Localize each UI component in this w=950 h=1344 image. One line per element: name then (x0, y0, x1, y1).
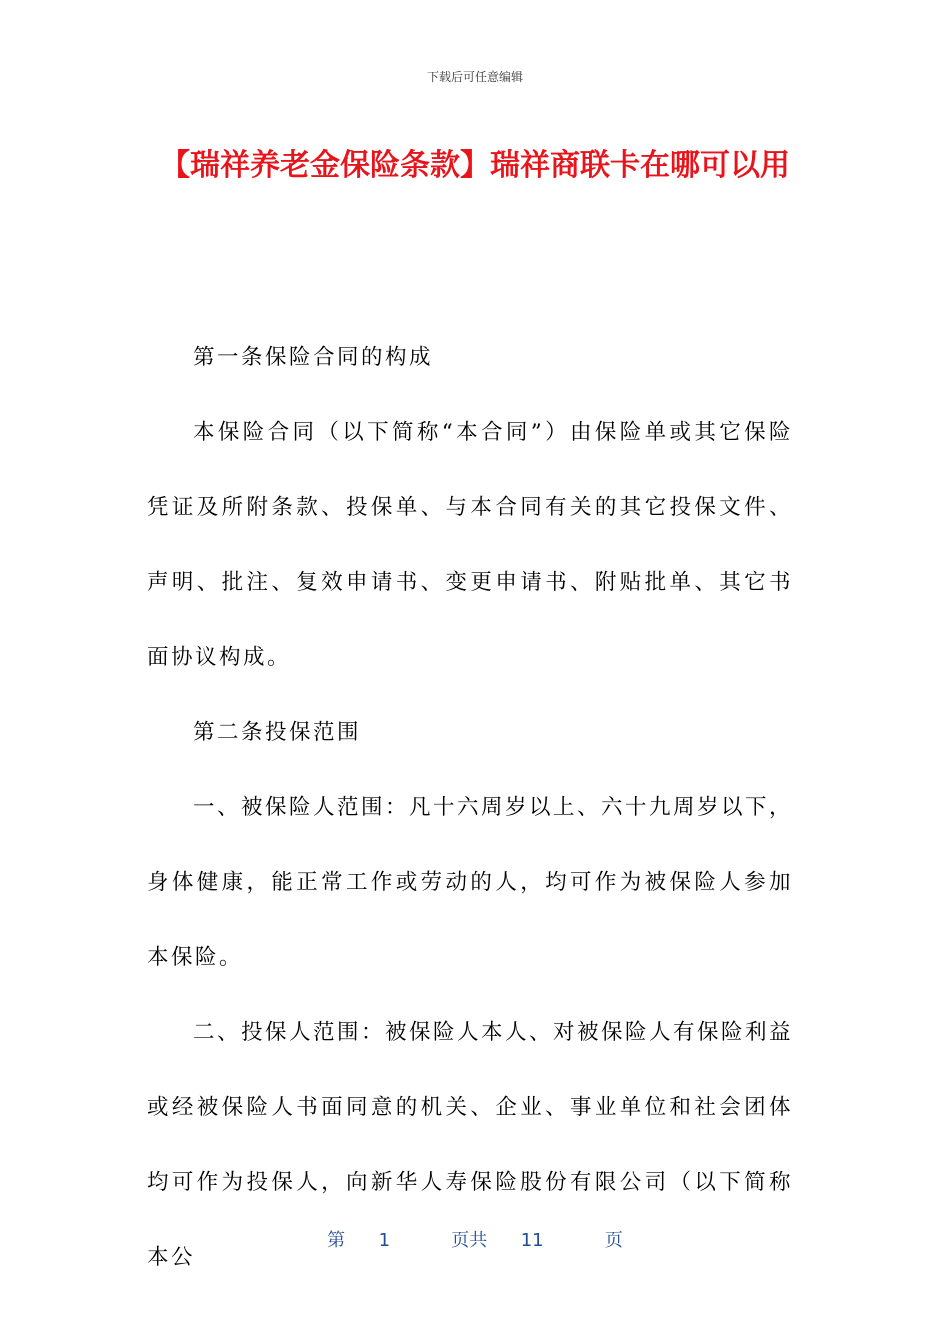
section-heading-1: 第一条保险合同的构成 (193, 345, 434, 370)
document-title: 【瑞祥养老金保险条款】瑞祥商联卡在哪可以用 (160, 148, 790, 183)
paragraph-contract-composition: 本保险合同（以下简称“本合同”）由保险单或其它保险凭证及所附条款、投保单、与本合同有关的其它投保文件、声明、批注、复效申请书、变更申请书、附贴批单、其它书面协议构成。 (147, 420, 793, 670)
paragraph-applicant-scope: 二、投保人范围：被保险人本人、对被保险人有保险利益或经被保险人书面同意的机关、企业、事业单位和社会团体均可作为投保人，向新华人寿保险股份有限公司（以下简称本公 (147, 1020, 794, 1270)
footer-prefix: 第 (327, 1230, 346, 1251)
document-body (147, 320, 793, 1295)
footer-middle: 页共 (451, 1230, 488, 1251)
footer-page-number: 1 (378, 1230, 391, 1251)
footer-total-pages: 11 (520, 1230, 544, 1251)
paragraph-insured-scope: 一、被保险人范围：凡十六周岁以上、六十九周岁以下，身体健康，能正常工作或劳动的人，均可作为被保险人参加本保险。 (147, 795, 794, 970)
footer-suffix: 页 (604, 1230, 623, 1251)
header-note: 下载后可任意编辑 (426, 70, 523, 84)
page-footer (0, 1226, 950, 1252)
section-heading-2: 第二条投保范围 (193, 720, 362, 745)
